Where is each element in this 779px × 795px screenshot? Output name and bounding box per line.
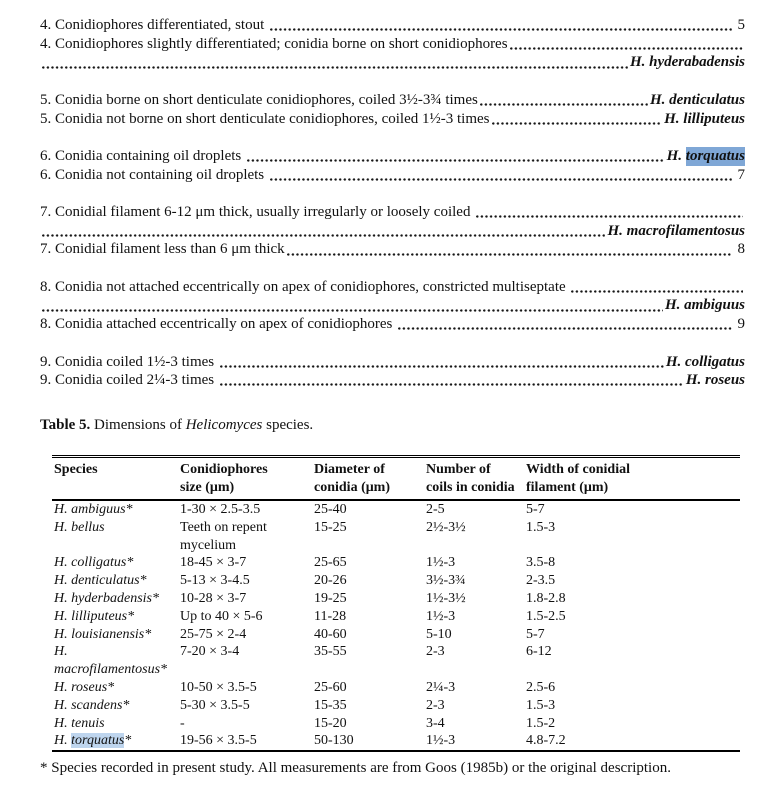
species-name: H. lilliputeus: [664, 110, 745, 127]
cell-conidiophores: 7-20 × 3-4: [180, 644, 240, 660]
cell-coils: 1½-3: [426, 608, 456, 624]
table-row: [52, 643, 740, 679]
cell-species: H. scandens*: [54, 697, 130, 713]
cell-conidiophores: Up to 40 × 5-6: [180, 608, 263, 624]
key-text: 6. Conidia containing oil droplets: [40, 147, 245, 164]
cell-species: H. tenuis: [54, 715, 105, 731]
cell-width: 1.5-3: [526, 519, 556, 535]
cell-conidiophores: 10-50 × 3.5-5: [180, 679, 257, 695]
cell-conidiophores: Teeth on repent mycelium: [180, 519, 267, 553]
dot-leader: [476, 215, 743, 218]
cell-coils: 5-10: [426, 626, 452, 642]
key-target-number: 5: [733, 17, 745, 33]
key-line-6a: [40, 147, 745, 166]
key-spacer: [40, 259, 745, 278]
dot-leader: [510, 47, 743, 50]
species-name: H. ambiguus: [664, 297, 745, 314]
dot-leader: [247, 159, 665, 162]
header-conidiophores-size: Conidiophores size (μm): [180, 461, 268, 495]
table-caption-genus: Helicomyces: [185, 416, 263, 433]
key-text: 4. Conidiophores differentiated, stout: [40, 17, 269, 33]
key-line-9b: [40, 371, 745, 390]
header-species: Species: [54, 461, 98, 477]
cell-species: H. roseus*: [54, 679, 115, 695]
table-caption: [40, 416, 745, 435]
cell-conidiophores: 18-45 × 3-7: [180, 555, 247, 571]
cell-diameter: 50-130: [314, 733, 354, 749]
dot-leader: [42, 309, 663, 312]
cell-conidiophores: 10-28 × 3-7: [180, 590, 247, 606]
table-row: [52, 697, 740, 715]
key-line-5a: [40, 91, 745, 110]
cell-conidiophores: 1-30 × 2.5-3.5: [180, 501, 261, 517]
cell-coils: 2-3: [426, 644, 445, 660]
cell-species: H. macrofilamentosus*: [54, 644, 168, 678]
dot-leader: [42, 234, 605, 237]
cell-diameter: 11-28: [314, 608, 347, 624]
key-spacer: [40, 72, 745, 91]
cell-diameter: 20-26: [314, 573, 347, 589]
cell-width: 5-7: [526, 626, 545, 642]
cell-width: 4.8-7.2: [526, 733, 566, 749]
cell-coils: 2¼-3: [426, 679, 456, 695]
cell-width: 2.5-6: [526, 679, 556, 695]
cell-diameter: 25-60: [314, 679, 347, 695]
key-line-5b: [40, 110, 745, 129]
table-caption-suffix: species.: [262, 416, 314, 433]
key-text: 8. Conidia attached eccentrically on apex of conidiophores: [40, 316, 397, 333]
table-row: [52, 608, 740, 626]
table-row: [52, 519, 740, 555]
cell-coils: 2-3: [426, 697, 445, 713]
key-target-number: 7: [733, 166, 745, 183]
table-row: [52, 500, 740, 519]
cell-conidiophores: 5-30 × 3.5-5: [180, 697, 250, 713]
table-header: [52, 456, 740, 500]
cell-width: 1.5-3: [526, 697, 556, 713]
highlighted-text: torquatus: [685, 147, 745, 164]
key-text: 4. Conidiophores slightly differentiated; conidia borne on short conidiophores: [40, 35, 508, 52]
table-row: [52, 679, 740, 697]
key-line-7a-2: [40, 222, 745, 241]
table-row: [52, 715, 740, 733]
key-target-number: 9: [733, 316, 745, 333]
dot-leader: [571, 290, 743, 293]
cell-species: H. colligatus*: [54, 555, 134, 571]
table-row: [52, 554, 740, 572]
key-line-8b: [40, 315, 745, 334]
key-line-4a: [40, 16, 745, 35]
dimensions-table: [52, 455, 740, 752]
cell-width: 1.5-2.5: [526, 608, 566, 624]
table-row-torquatus: [52, 732, 740, 751]
key-text: 9. Conidia coiled 2¼-3 times: [40, 372, 218, 389]
dot-leader: [492, 122, 663, 125]
cell-species: H. ambiguus*: [54, 501, 133, 517]
table-row: [52, 572, 740, 590]
key-text: 8. Conidia not attached eccentrically on apex of conidiophores, constricted multiseptate: [40, 278, 570, 295]
key-spacer: [40, 334, 745, 353]
cell-coils: 3-4: [426, 715, 445, 731]
cell-coils: 2-5: [426, 501, 445, 517]
cell-species: H. lilliputeus*: [54, 608, 135, 624]
key-line-8a-2: [40, 296, 745, 315]
dot-leader: [480, 103, 648, 106]
key-line-7a-1: [40, 203, 745, 222]
table-footnote: * Species recorded in present study. All measurements are from Goos (1985b) or the original description.: [40, 760, 671, 777]
cell-conidiophores: 19-56 × 3.5-5: [180, 733, 257, 749]
key-line-9a: [40, 353, 745, 372]
cell-coils: 1½-3: [426, 555, 456, 571]
cell-diameter: 25-40: [314, 501, 347, 517]
table-row: [52, 590, 740, 608]
cell-coils: 1½-3½: [426, 590, 466, 606]
cell-width: 6-12: [526, 644, 552, 660]
key-text: 7. Conidial filament less than 6 μm thick: [40, 241, 285, 258]
cell-width: 1.8-2.8: [526, 590, 566, 606]
cell-diameter: 15-25: [314, 519, 347, 535]
key-line-4b-2: [40, 53, 745, 72]
cell-species: H. denticulatus*: [54, 573, 147, 589]
cell-conidiophores: -: [180, 715, 185, 731]
cell-diameter: 15-35: [314, 697, 347, 713]
cell-diameter: 25-65: [314, 555, 347, 571]
highlighted-text: torquatus: [71, 733, 125, 749]
header-diameter: Diameter of conidia (μm): [314, 461, 390, 495]
cell-coils: 2½-3½: [426, 519, 466, 535]
key-line-6b: [40, 166, 745, 185]
cell-diameter: 15-20: [314, 715, 347, 731]
cell-diameter: 40-60: [314, 626, 347, 642]
species-name: H. roseus: [685, 372, 745, 389]
dot-leader: [42, 66, 628, 69]
dot-leader: [287, 253, 732, 256]
cell-conidiophores: 5-13 × 3-4.5: [180, 573, 250, 589]
dot-leader: [398, 327, 732, 330]
key-text: 5. Conidia not borne on short denticulate conidiophores, coiled 1½-3 times: [40, 110, 490, 127]
key-spacer: [40, 128, 745, 147]
cell-width: 5-7: [526, 501, 545, 517]
cell-coils: 3½-3¾: [426, 573, 466, 589]
species-name: H. denticulatus: [649, 91, 745, 108]
key-target-number: 8: [733, 241, 745, 258]
cell-coils: 1½-3: [426, 733, 456, 749]
dot-leader: [270, 28, 732, 31]
species-name-prefix: H.: [666, 147, 686, 164]
species-name: H. macrofilamentosus: [607, 222, 745, 239]
species-name: H. hyderabadensis: [629, 54, 745, 71]
dichotomous-key: [40, 16, 745, 390]
key-line-8a-1: [40, 278, 745, 297]
key-text: 9. Conidia coiled 1½-3 times: [40, 353, 218, 370]
cell-species: H. bellus: [54, 519, 105, 535]
cell-diameter: 35-55: [314, 644, 347, 660]
cell-width: 3.5-8: [526, 555, 556, 571]
dot-leader: [220, 365, 664, 368]
cell-width: 2-3.5: [526, 573, 556, 589]
cell-species: H. torquatus*: [54, 733, 132, 749]
header-filament-width: Width of conidial filament (μm): [526, 461, 630, 495]
table-caption-label: Table 5.: [40, 416, 91, 433]
species-name: H. colligatus: [665, 353, 745, 370]
key-text: 6. Conidia not containing oil droplets: [40, 166, 268, 183]
dot-leader: [270, 178, 732, 181]
table-caption-text: Dimensions of: [90, 416, 186, 433]
cell-width: 1.5-2: [526, 715, 556, 731]
key-line-7b: [40, 240, 745, 259]
dot-leader: [220, 383, 684, 386]
key-text: 7. Conidial filament 6-12 μm thick, usually irregularly or loosely coiled: [40, 203, 475, 220]
table-row: [52, 626, 740, 644]
header-coils: Number of coils in conidia: [426, 461, 515, 495]
cell-diameter: 19-25: [314, 590, 347, 606]
cell-conidiophores: 25-75 × 2-4: [180, 626, 247, 642]
key-line-4b-1: [40, 35, 745, 54]
key-spacer: [40, 184, 745, 203]
cell-species: H. louisianensis*: [54, 626, 152, 642]
cell-species: H. hyderbadensis*: [54, 590, 159, 606]
key-text: 5. Conidia borne on short denticulate conidiophores, coiled 3½-3¾ times: [40, 91, 478, 108]
